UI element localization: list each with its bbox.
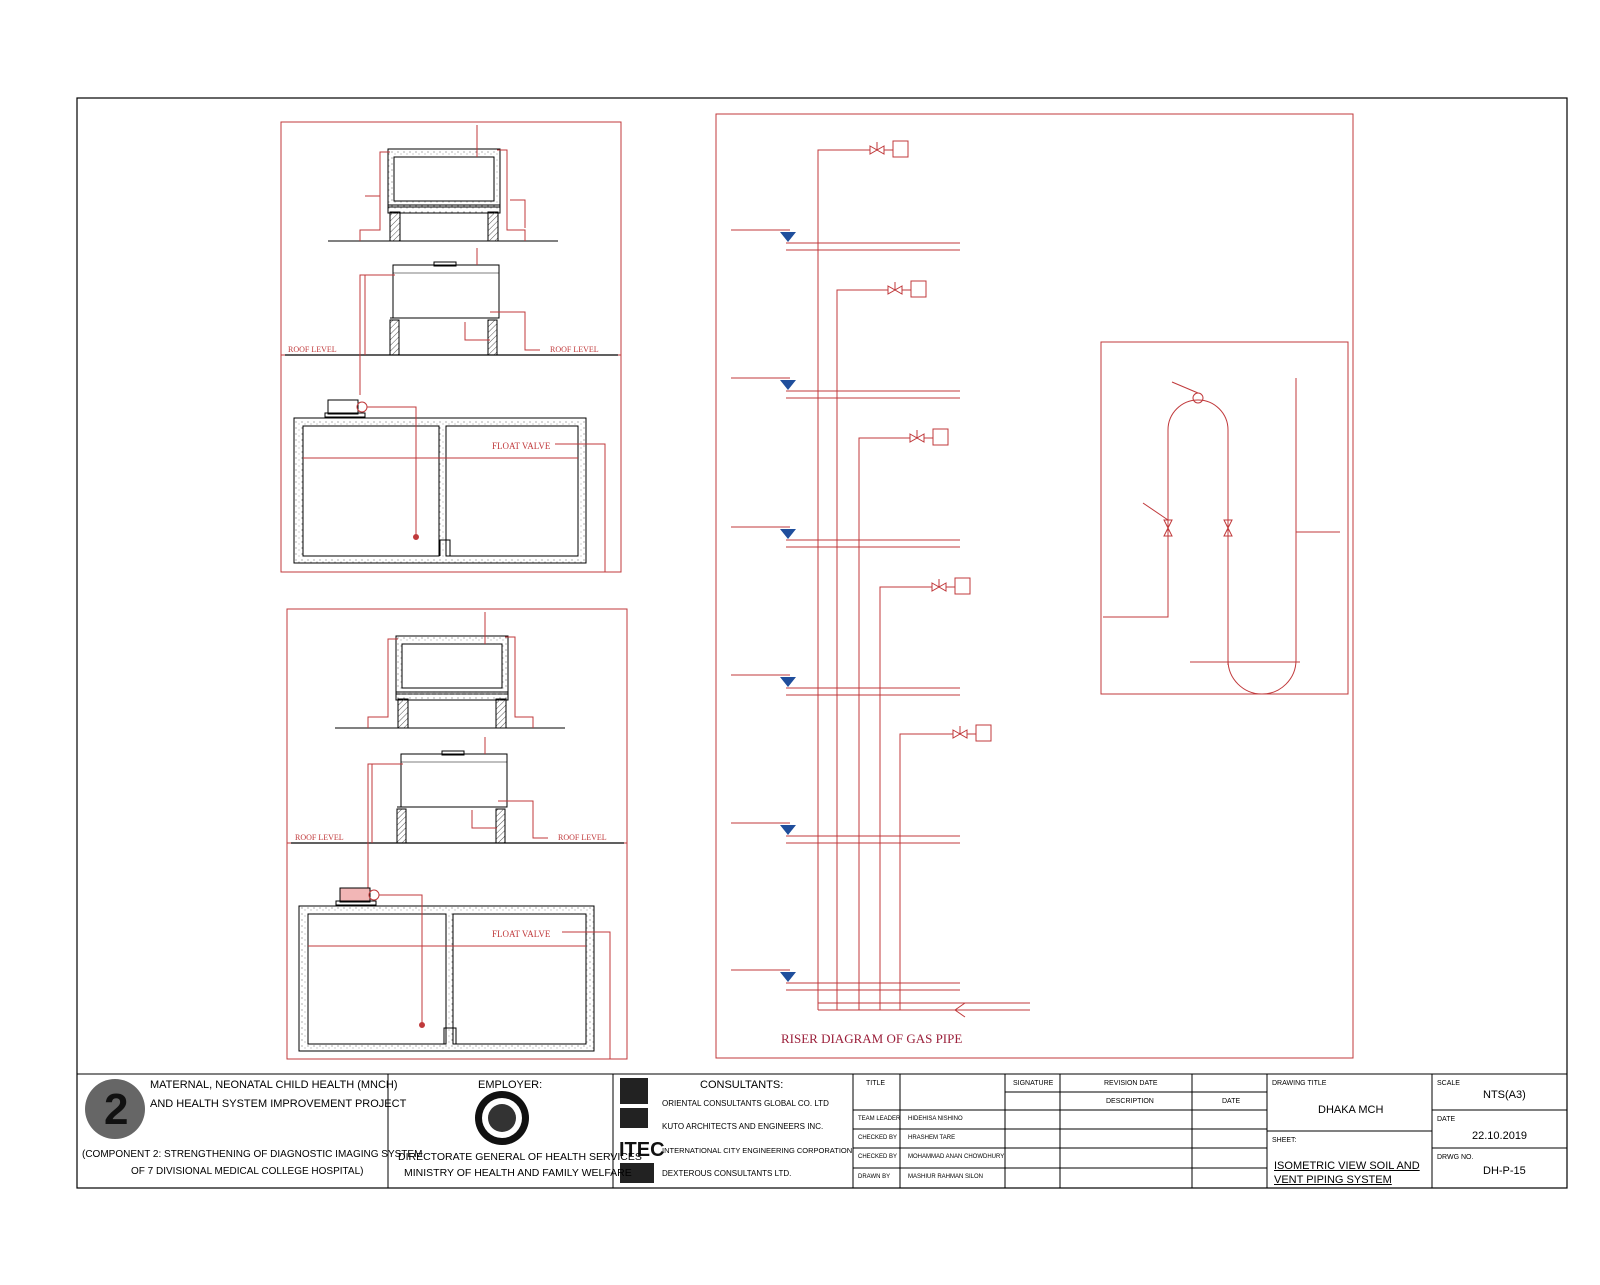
employer-heading: EMPLOYER:: [478, 1079, 543, 1091]
project-component-line2: OF 7 DIVISIONAL MEDICAL COLLEGE HOSPITAL): [131, 1166, 364, 1177]
drwg-no-label: DRWG NO.: [1437, 1154, 1474, 1161]
gas-valve-1: [870, 141, 908, 157]
role-label: TEAM LEADER: [858, 1116, 901, 1122]
roof-level-label-2a: ROOF LEVEL: [295, 833, 344, 842]
employer-line1: DIRECTORATE GENERAL OF HEALTH SERVICES: [398, 1151, 642, 1163]
role-label: DRAWN BY: [858, 1174, 891, 1180]
consultant-item: KUTO ARCHITECTS AND ENGINEERS INC.: [662, 1122, 824, 1131]
icec-logo: ITEC: [619, 1139, 665, 1161]
project-title-line2: AND HEALTH SYSTEM IMPROVEMENT PROJECT: [150, 1098, 407, 1110]
person-name: HRASHEM TARE: [908, 1135, 956, 1141]
person-name: HIDEHISA NISHINO: [908, 1116, 963, 1122]
riser-diagram: [716, 114, 1353, 1058]
employer-line2: MINISTRY OF HEALTH AND FAMILY WELFARE: [404, 1167, 632, 1179]
sheet-title-line2: VENT PIPING SYSTEM: [1274, 1174, 1392, 1186]
title-cell-label: TITLE: [866, 1080, 886, 1087]
floor-level-2: [731, 378, 960, 398]
riser-diagram-title: RISER DIAGRAM OF GAS PIPE: [781, 1031, 963, 1046]
tank-detail-1: [281, 122, 621, 572]
gas-valve-4: [932, 578, 970, 594]
drawing-title: DHAKA MCH: [1318, 1104, 1384, 1116]
roof-level-label-1a: ROOF LEVEL: [288, 345, 337, 354]
sheet-title-line1: ISOMETRIC VIEW SOIL AND: [1274, 1160, 1420, 1172]
date-value: 22.10.2019: [1472, 1130, 1528, 1142]
role-label: CHECKED BY: [858, 1154, 898, 1160]
scale-label: SCALE: [1437, 1080, 1460, 1087]
tank-detail-2: [287, 609, 627, 1059]
project-component-line1: (COMPONENT 2: STRENGTHENING OF DIAGNOSTIC IMAGING SYSTEM: [82, 1149, 423, 1160]
person-name: MOHAMMAD ANAN CHOWDHURY: [908, 1154, 1005, 1160]
overhead-tank-section: [328, 125, 558, 241]
floor-levels: [731, 230, 960, 990]
roof-level-label-2b: ROOF LEVEL: [558, 833, 607, 842]
scale-value: NTS(A3): [1483, 1089, 1526, 1101]
gas-valve-5: [953, 725, 991, 741]
oriental-logo: [620, 1078, 648, 1104]
description-label: DESCRIPTION: [1106, 1098, 1154, 1105]
floor-level-3: [731, 527, 960, 547]
signature-label: SIGNATURE: [1013, 1080, 1054, 1087]
gas-valves: [870, 141, 991, 741]
roof-level-label-1b: ROOF LEVEL: [550, 345, 599, 354]
gas-risers: [818, 150, 1030, 1017]
roof-tank-section: [285, 248, 618, 395]
consultant-item: INTERNATIONAL CITY ENGINEERING CORPORATION: [662, 1146, 853, 1155]
float-valve-label-1: FLOAT VALVE: [492, 441, 551, 451]
consultant-item: ORIENTAL CONSULTANTS GLOBAL CO. LTD: [662, 1099, 829, 1108]
date-col-label: DATE: [1222, 1098, 1241, 1105]
drawing-title-label: DRAWING TITLE: [1272, 1080, 1327, 1087]
floor-level-4: [731, 675, 960, 695]
consultant-item: DEXTEROUS CONSULTANTS LTD.: [662, 1169, 792, 1178]
riser-diagram-frame: [716, 114, 1353, 1058]
person-name: MASHIUR RAHMAN SILON: [908, 1174, 984, 1180]
float-valve-label-2: FLOAT VALVE: [492, 929, 551, 939]
drwg-no-value: DH-P-15: [1483, 1165, 1526, 1177]
overhead-tank-section-2: [335, 612, 565, 728]
gas-connectivity-detail: [1101, 342, 1348, 694]
gas-valve-3: [910, 429, 948, 445]
floor-level-6: [731, 970, 960, 990]
underground-reservoir-section: [294, 400, 605, 572]
kuto-logo: [620, 1108, 648, 1128]
sheet-label: SHEET:: [1272, 1137, 1297, 1144]
mnch-logo-glyph: 2: [104, 1085, 129, 1134]
underground-reservoir-section-2: [299, 888, 610, 1059]
revision-date-label: REVISION DATE: [1104, 1080, 1158, 1087]
roof-tank-section-2: [291, 737, 624, 890]
gas-valve-2: [888, 281, 926, 297]
role-label: CHECKED BY: [858, 1135, 898, 1141]
floor-level-1: [731, 230, 960, 250]
date-label: DATE: [1437, 1116, 1456, 1123]
consultants-heading: CONSULTANTS:: [700, 1079, 784, 1091]
floor-level-5: [731, 823, 960, 843]
project-title-line1: MATERNAL, NEONATAL CHILD HEALTH (MNCH): [150, 1079, 398, 1091]
